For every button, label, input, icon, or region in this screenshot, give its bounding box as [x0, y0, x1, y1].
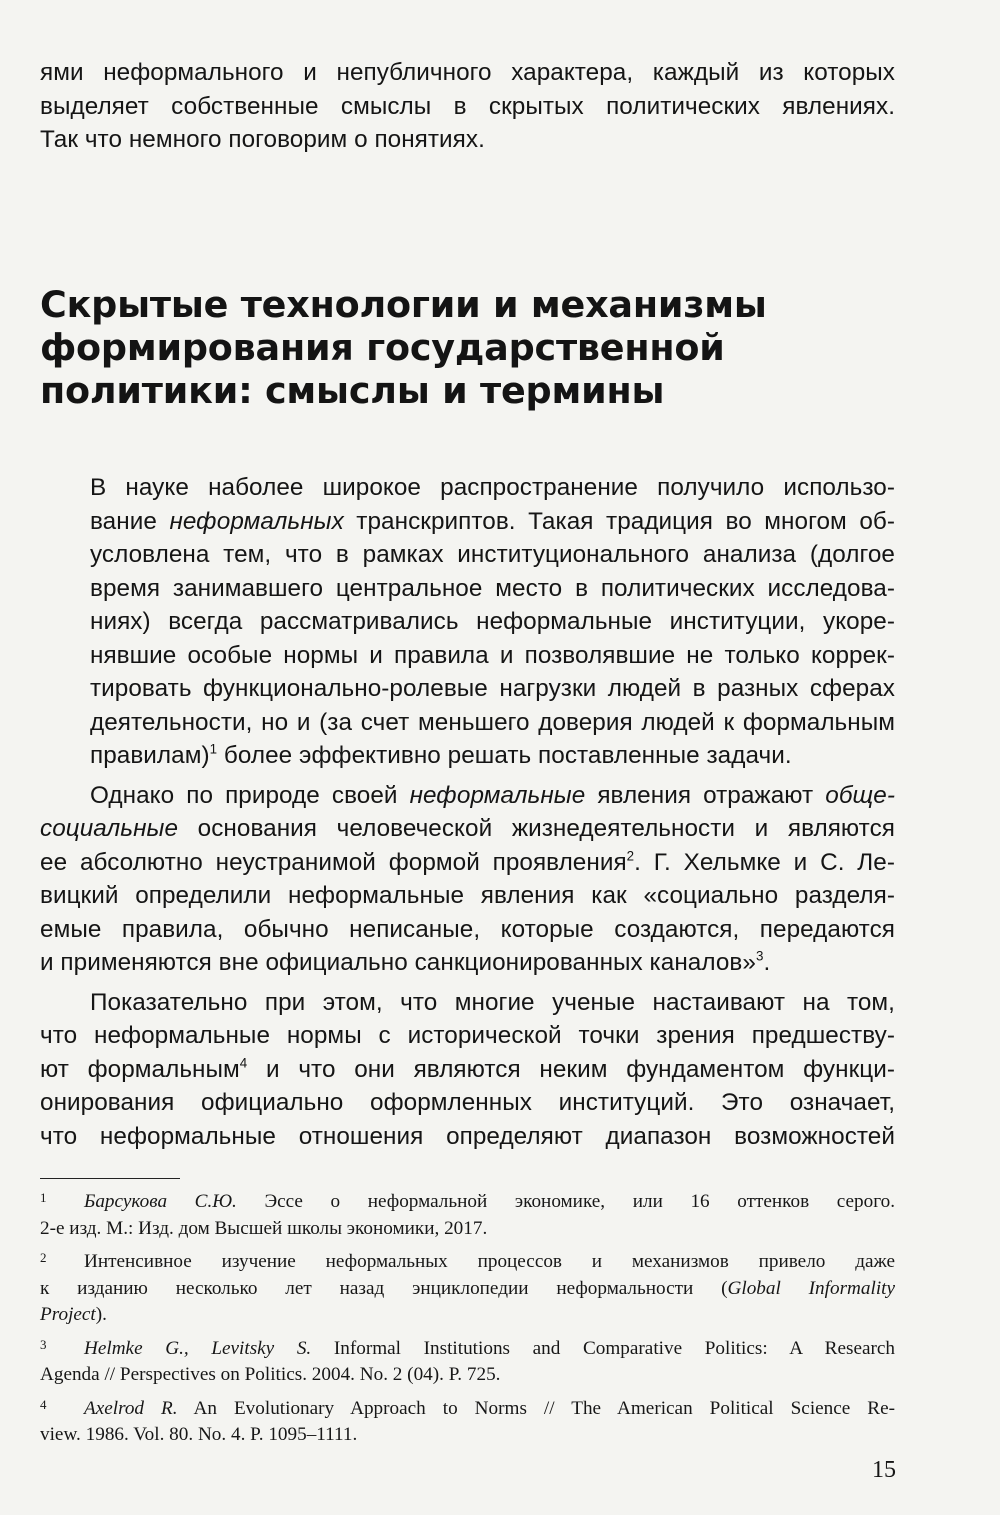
footnote-ref: 2	[626, 848, 635, 864]
heading-line: формирования государственной	[40, 326, 725, 369]
footnote-4: 4 Axelrod R. An Evolutionary Approach to Norms // The American Political Science Re- view. 1986. Vol. 80. No. 4. P. 1095–1111.	[40, 1396, 896, 1445]
paragraph-2: Однако по природе своей неформальные явления отражают обще- социальные основания человеческой жизнедеятельности и являются ее абсолютно неустранимой формой проявления$^2$. Г. Хельмке и С. Ле- вицкий определили неформальные явления как «социально разделя- емые правила, обычно неписаные, которые создаются, передаются и применяются вне официально санкционированных каналов»$^3$.	[40, 781, 896, 976]
section-heading	[40, 283, 900, 412]
page-number: 15	[872, 1457, 896, 1483]
footnote-ref: 1	[209, 741, 218, 757]
text-line: выделяет собственные смыслы в скрытых политических явлениях.	[40, 92, 895, 120]
heading-line: политики: смыслы и термины	[40, 369, 665, 412]
footnotes	[40, 1185, 895, 1452]
footnote-ref: 3	[755, 948, 764, 964]
footnote-1: 1 Барсукова С.Ю. Эссе о неформальной экономике, или 16 оттенков серого. 2-е изд. М.: Изд. дом Высшей школы экономики, 2017.	[40, 1190, 896, 1239]
text-line: Так что немного поговорим о понятиях.	[40, 126, 485, 153]
footnote-divider	[40, 1178, 180, 1179]
body-text	[40, 471, 895, 1159]
paragraph-1: В науке наболее широкое распространение получило использо- вание неформальных транскриптов. Такая традиция во многом об- условлена тем, что в рамках институционального анализа (долгое время занимавшего центральное место в политических исследова- ниях) всегда рассматривались неформальные институции, укоре- нявшие особые нормы и правила и позволявшие не только коррек- тировать функционально-ролевые нагрузки людей в разных сферах деятельности, но и (за счет меньшего доверия людей к формальным правилам)$^1$ более эффективно решать поставленные задачи.	[90, 474, 896, 769]
footnote-2: 2 Интенсивное изучение неформальных процессов и механизмов привело даже к изданию несколько лет назад энциклопедии неформальности (Global Informality Project).	[40, 1250, 895, 1325]
heading-line: Скрытые технологии и механизмы	[40, 283, 767, 326]
footnote-ref: 4	[239, 1055, 248, 1071]
paragraph-3: Показательно при этом, что многие ученые настаивают на том, что неформальные нормы с исторической точки зрения предшеству- ют формальным$^4$ и что они являются неким фундаментом функци- онирования официально оформленных институций. Это означает, что неформальные отношения определяют диапазон возможностей	[40, 988, 895, 1150]
text-line: ями неформального и непубличного характера, каждый из которых	[40, 59, 895, 86]
top-paragraph	[40, 56, 895, 157]
footnote-3: 3 Helmke G., Levitsky S. Informal Institutions and Comparative Politics: A Research Agenda // Perspectives on Politics. 2004. No. 2 (04). P. 725.	[40, 1336, 895, 1385]
